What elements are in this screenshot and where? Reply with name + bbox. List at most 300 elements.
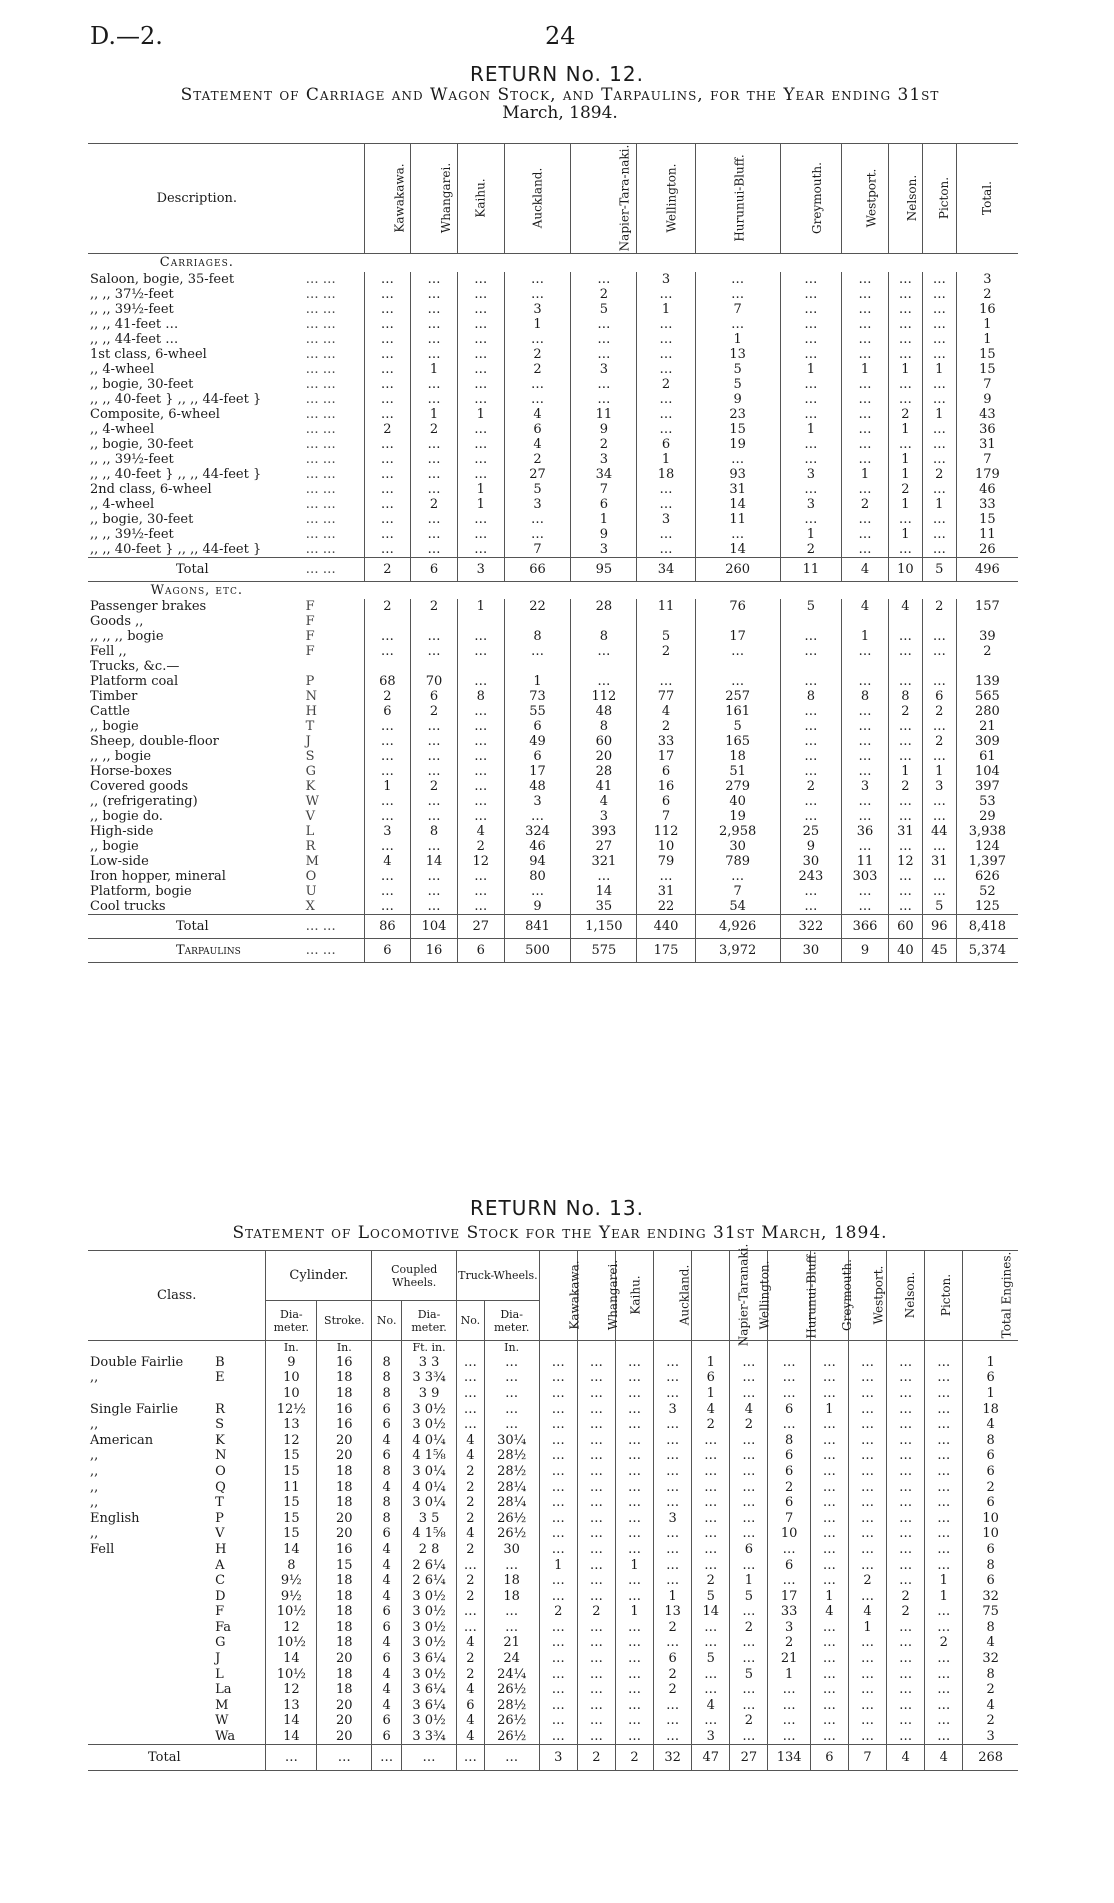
carriage-row-value-2: … xyxy=(457,272,504,287)
station-count-6: 2 xyxy=(768,1635,810,1651)
station-count-6: … xyxy=(768,1386,810,1402)
wagons-total-row-value-9: 60 xyxy=(888,915,922,939)
carriage-row-value-0: … xyxy=(364,287,411,302)
station-count-3: … xyxy=(654,1542,692,1558)
spacer xyxy=(306,254,1018,272)
wagon-row xyxy=(88,899,1018,915)
station-count-2: … xyxy=(615,1386,653,1402)
station-count-1: … xyxy=(577,1526,615,1542)
wagon-row-value-11: 139 xyxy=(956,674,1018,689)
station-count-5: … xyxy=(730,1464,768,1480)
carriage-row-value-4: 2 xyxy=(571,287,637,302)
description-column-header xyxy=(88,144,306,254)
station-count-9: … xyxy=(887,1479,925,1495)
carriage-row-value-1: … xyxy=(411,347,458,362)
wagon-row-value-7: 8 xyxy=(780,689,842,704)
station-count-6: … xyxy=(768,1713,810,1729)
station-count-4: 5 xyxy=(692,1651,730,1667)
carriage-row-value-4: 3 xyxy=(571,362,637,377)
carriage-row-value-7: … xyxy=(780,287,842,302)
station-count-5: … xyxy=(730,1729,768,1745)
wagon-row-value-7: … xyxy=(780,629,842,644)
wagon-row xyxy=(88,734,1018,749)
wagon-row-value-0 xyxy=(364,659,411,674)
wagon-row xyxy=(88,764,1018,779)
wagon-row-value-4: 35 xyxy=(571,899,637,915)
truck-wheels-diameter: … xyxy=(484,1604,539,1620)
carriage-row-value-6: … xyxy=(695,287,780,302)
station-count-0: … xyxy=(539,1432,577,1448)
truck-wheels-no: … xyxy=(457,1620,485,1636)
station-count-11: 75 xyxy=(963,1604,1018,1620)
carriage-row-value-4: 9 xyxy=(571,422,637,437)
coupled-wheels-no: 4 xyxy=(372,1698,402,1714)
class-letter: La xyxy=(215,1682,232,1698)
cylinder-stroke: 20 xyxy=(317,1510,372,1526)
station-count-5: … xyxy=(730,1370,768,1386)
carriage-row-value-7: 1 xyxy=(780,527,842,542)
wagon-row-value-11 xyxy=(956,614,1018,629)
wagon-row-value-3: 3 xyxy=(504,794,571,809)
total-value-11: 268 xyxy=(963,1744,1018,1770)
carriage-row-value-5: 2 xyxy=(637,377,695,392)
wagon-row-value-5: 33 xyxy=(637,734,695,749)
wagon-row-value-4: 60 xyxy=(571,734,637,749)
carriage-row-value-2: 1 xyxy=(457,482,504,497)
cylinder-diameter: 12½ xyxy=(266,1401,317,1417)
wagons-total-row-description: Total xyxy=(88,915,306,939)
station-count-9: … xyxy=(887,1729,925,1745)
cylinder-diameter: 15 xyxy=(266,1464,317,1480)
wagon-row xyxy=(88,659,1018,674)
carriage-row-value-2: … xyxy=(457,332,504,347)
engine-type: Fell xyxy=(90,1541,115,1557)
carriage-row-value-11: 26 xyxy=(956,542,1018,558)
wagon-row-value-2: … xyxy=(457,734,504,749)
station-count-1: … xyxy=(577,1401,615,1417)
carriage-row-value-1: … xyxy=(411,512,458,527)
carriage-row-value-5: 3 xyxy=(637,272,695,287)
station-count-8: … xyxy=(848,1479,886,1495)
coupled-wheels-diameter: 3 0½ xyxy=(402,1620,457,1636)
station-count-11: 6 xyxy=(963,1370,1018,1386)
carriage-row-value-10: 1 xyxy=(922,407,956,422)
station-count-4: … xyxy=(692,1510,730,1526)
station-count-0: … xyxy=(539,1370,577,1386)
wagon-row-value-6: 19 xyxy=(695,809,780,824)
tarpaulins-row-value-7: 30 xyxy=(780,939,842,963)
wagon-row-value-10: … xyxy=(922,839,956,854)
carriage-row-value-7: … xyxy=(780,482,842,497)
cylinder-stroke: 15 xyxy=(317,1557,372,1573)
carriage-row-value-7: 2 xyxy=(780,542,842,558)
carriage-row xyxy=(88,527,1018,542)
stroke-header: Stroke. xyxy=(317,1301,372,1341)
station-count-1: … xyxy=(577,1713,615,1729)
carriage-row xyxy=(88,452,1018,467)
carriage-row-code: … … xyxy=(305,301,336,317)
wagon-row-value-9: … xyxy=(888,794,922,809)
wagon-row xyxy=(88,794,1018,809)
class-letter: W xyxy=(215,1713,229,1729)
truck-wheels-diameter: 21 xyxy=(484,1635,539,1651)
class-letter: L xyxy=(215,1666,224,1682)
station-count-2: … xyxy=(615,1464,653,1480)
wagon-row-description: Platform coal xyxy=(90,674,179,689)
station-count-2: … xyxy=(615,1682,653,1698)
wagon-row-value-9: 31 xyxy=(888,824,922,839)
carriage-row-value-10: … xyxy=(922,272,956,287)
station-count-8: 2 xyxy=(848,1573,886,1589)
carriage-row-value-1: … xyxy=(411,302,458,317)
station-column-header-0 xyxy=(539,1251,582,1341)
wagon-row-value-2: 12 xyxy=(457,854,504,869)
carriage-row-value-8: … xyxy=(842,317,889,332)
carriage-row-value-1: … xyxy=(411,272,458,287)
station-count-7: … xyxy=(810,1448,848,1464)
wagon-row xyxy=(88,614,1018,629)
class-letter: F xyxy=(215,1604,225,1620)
station-count-10: … xyxy=(925,1526,963,1542)
carriage-row-value-6: 14 xyxy=(695,497,780,512)
station-count-11: 4 xyxy=(963,1417,1018,1433)
column-header-4 xyxy=(571,144,637,254)
wagon-row xyxy=(88,644,1018,659)
station-count-7: … xyxy=(810,1542,848,1558)
total-value-10: 4 xyxy=(925,1744,963,1770)
wagon-row-description: ,, bogie xyxy=(90,839,139,854)
wagon-row-value-10: … xyxy=(922,884,956,899)
wagon-row-value-6: 51 xyxy=(695,764,780,779)
coupled-wheels-diameter: 3 0½ xyxy=(402,1401,457,1417)
spacer xyxy=(306,581,1018,599)
wagon-row-value-3: 80 xyxy=(504,869,571,884)
station-count-11: 10 xyxy=(963,1510,1018,1526)
wagon-row-value-6: … xyxy=(695,674,780,689)
wagon-row-description: Cool trucks xyxy=(90,899,166,914)
truck-wheels-diameter: 30¼ xyxy=(484,1432,539,1448)
wagon-row-value-9: … xyxy=(888,674,922,689)
carriage-row-value-10: … xyxy=(922,347,956,362)
wagon-row-value-4: … xyxy=(571,674,637,689)
carriage-row-value-6: 14 xyxy=(695,542,780,558)
carriage-row-value-8: … xyxy=(842,332,889,347)
carriage-row-value-3: 2 xyxy=(504,362,571,377)
station-count-9: … xyxy=(887,1432,925,1448)
station-count-5: … xyxy=(730,1355,768,1371)
wagon-row-value-4: 112 xyxy=(571,689,637,704)
wagon-row-value-0: 68 xyxy=(364,674,411,689)
locomotive-row xyxy=(88,1432,1018,1448)
carriage-row-code: … … xyxy=(305,376,336,392)
tarpaulins-row-value-9: 40 xyxy=(888,939,922,963)
carriage-row-value-0: … xyxy=(364,497,411,512)
carriage-row xyxy=(88,512,1018,527)
wagon-row-value-6: 279 xyxy=(695,779,780,794)
station-count-2: … xyxy=(615,1573,653,1589)
station-count-7: … xyxy=(810,1651,848,1667)
carriage-row-value-5: … xyxy=(637,392,695,407)
carriage-row-description: 2nd class, 6-wheel xyxy=(90,481,212,497)
station-column-label-3: Auckland. xyxy=(677,1264,692,1326)
station-column-label-4: Napier-Taranaki. xyxy=(736,1243,751,1347)
wagon-row-code: K xyxy=(305,779,316,794)
wagon-row-value-5: 7 xyxy=(637,809,695,824)
cylinder-stroke: 18 xyxy=(317,1495,372,1511)
station-count-0: … xyxy=(539,1573,577,1589)
station-count-7: … xyxy=(810,1573,848,1589)
wagon-row-description: Timber xyxy=(90,689,138,704)
wagon-row-value-1: 70 xyxy=(411,674,458,689)
class-letter: S xyxy=(215,1417,224,1433)
station-count-9: … xyxy=(887,1573,925,1589)
wagon-row-value-1: … xyxy=(411,749,458,764)
locomotive-row xyxy=(88,1698,1018,1714)
wagon-row-value-2: 4 xyxy=(457,824,504,839)
station-count-11: 6 xyxy=(963,1573,1018,1589)
carriage-row-value-5: … xyxy=(637,527,695,542)
station-count-10: … xyxy=(925,1370,963,1386)
wagon-row-value-1: … xyxy=(411,809,458,824)
carriages-total-row-value-5: 34 xyxy=(637,557,695,581)
coupled-wheels-diameter: 3 0½ xyxy=(402,1604,457,1620)
carriage-row-value-11: 15 xyxy=(956,362,1018,377)
truck-wheels-no: 2 xyxy=(457,1542,485,1558)
coupled-wheels-diameter: 2 6¼ xyxy=(402,1573,457,1589)
station-count-6: … xyxy=(768,1355,810,1371)
wagons-heading xyxy=(88,581,1018,599)
carriage-row-value-5: … xyxy=(637,362,695,377)
wagon-row-value-0: … xyxy=(364,869,411,884)
station-count-8: … xyxy=(848,1417,886,1433)
wagon-row-value-6: … xyxy=(695,869,780,884)
wagon-row-description: ,, bogie do. xyxy=(90,809,163,824)
total-blank-1: … xyxy=(317,1744,372,1770)
carriage-row-value-9: 2 xyxy=(888,482,922,497)
station-count-4: 3 xyxy=(692,1729,730,1745)
wagon-row-value-9: … xyxy=(888,644,922,659)
carriage-row-value-8: … xyxy=(842,512,889,527)
station-count-11: 4 xyxy=(963,1635,1018,1651)
wagon-row-value-4: 20 xyxy=(571,749,637,764)
locomotive-total-row xyxy=(88,1744,1018,1770)
coupled-wheels-no: 4 xyxy=(372,1682,402,1698)
carriage-row-value-6: 93 xyxy=(695,467,780,482)
wagon-row-value-11: 309 xyxy=(956,734,1018,749)
cylinder-stroke: 18 xyxy=(317,1479,372,1495)
carriage-row-value-0: … xyxy=(364,452,411,467)
wagon-row-code: W xyxy=(305,794,319,809)
station-count-10: … xyxy=(925,1682,963,1698)
station-count-1: … xyxy=(577,1432,615,1448)
truck-wheels-no: 4 xyxy=(457,1713,485,1729)
carriage-row-value-2: 1 xyxy=(457,407,504,422)
cylinder-diameter: 15 xyxy=(266,1526,317,1542)
cylinder-stroke: 20 xyxy=(317,1713,372,1729)
station-count-10: … xyxy=(925,1557,963,1573)
wagon-row-value-3: 8 xyxy=(504,629,571,644)
truck-wheels-no: 2 xyxy=(457,1510,485,1526)
carriage-row-description: ,, 4-wheel xyxy=(90,421,155,437)
station-count-6: 21 xyxy=(768,1651,810,1667)
wagon-row-value-7: 5 xyxy=(780,599,842,614)
carriage-row-value-9: … xyxy=(888,437,922,452)
coupled-wheels-diameter: 3 0½ xyxy=(402,1635,457,1651)
units-station-10 xyxy=(925,1341,963,1355)
wagon-row-value-5: 17 xyxy=(637,749,695,764)
station-count-1: … xyxy=(577,1666,615,1682)
wagon-row-value-1: 8 xyxy=(411,824,458,839)
station-count-8: 4 xyxy=(848,1604,886,1620)
station-count-9: … xyxy=(887,1557,925,1573)
locomotive-row xyxy=(88,1448,1018,1464)
carriage-row-value-6: 11 xyxy=(695,512,780,527)
carriage-row-value-5: … xyxy=(637,317,695,332)
cylinder-diameter: 10½ xyxy=(266,1635,317,1651)
cylinder-stroke: 20 xyxy=(317,1448,372,1464)
station-count-3: … xyxy=(654,1432,692,1448)
carriage-row-value-4: … xyxy=(571,392,637,407)
truck-wheels-diameter: … xyxy=(484,1355,539,1371)
wagon-row-value-3: 48 xyxy=(504,779,571,794)
column-header-label-3: Auckland. xyxy=(530,167,545,229)
column-header-label-4: Napier-Tara-naki. xyxy=(617,144,632,252)
carriages-total-row-value-3: 66 xyxy=(504,557,571,581)
station-count-2: … xyxy=(615,1370,653,1386)
truck-wheels-no: 4 xyxy=(457,1448,485,1464)
column-header-5 xyxy=(637,144,695,254)
coupled-wheels-diameter: 2 6¼ xyxy=(402,1557,457,1573)
carriage-row-code: … … xyxy=(305,406,336,422)
carriages-heading xyxy=(88,254,1018,272)
cylinder-stroke: 16 xyxy=(317,1355,372,1371)
carriage-row-value-10: … xyxy=(922,317,956,332)
station-count-11: 8 xyxy=(963,1666,1018,1682)
wagon-row-value-11: 397 xyxy=(956,779,1018,794)
carriage-row-value-3: … xyxy=(504,332,571,347)
station-count-5: … xyxy=(730,1682,768,1698)
carriage-row-value-11: 46 xyxy=(956,482,1018,497)
locomotive-row xyxy=(88,1479,1018,1495)
engine-type xyxy=(88,1682,215,1698)
station-count-3: … xyxy=(654,1448,692,1464)
station-count-7: … xyxy=(810,1479,848,1495)
station-count-7: … xyxy=(810,1713,848,1729)
wagon-row-value-7: … xyxy=(780,884,842,899)
wagon-row-value-11: 2 xyxy=(956,644,1018,659)
wagon-row-value-1: … xyxy=(411,719,458,734)
class-letter: O xyxy=(215,1463,226,1479)
coupled-wheels-no: 8 xyxy=(372,1510,402,1526)
carriage-row-value-1: 1 xyxy=(411,407,458,422)
station-count-6: 1 xyxy=(768,1666,810,1682)
wagon-row-value-5: 10 xyxy=(637,839,695,854)
wagon-row-value-0: … xyxy=(364,644,411,659)
wagon-row-code: T xyxy=(305,719,315,734)
station-count-6: 8 xyxy=(768,1432,810,1448)
station-count-11: 6 xyxy=(963,1464,1018,1480)
column-header-11 xyxy=(956,144,1018,254)
coupled-wheels-no: 4 xyxy=(372,1588,402,1604)
truck-wheels-diameter: 24 xyxy=(484,1651,539,1667)
carriage-row-value-8: … xyxy=(842,347,889,362)
station-count-10: … xyxy=(925,1448,963,1464)
wagon-row-value-9: … xyxy=(888,869,922,884)
class-letter: J xyxy=(215,1651,221,1667)
station-count-5: … xyxy=(730,1635,768,1651)
truck-wheels-diameter: 28¼ xyxy=(484,1479,539,1495)
carriage-row-description: ,, ,, 40-feet } ,, ,, 44-feet } xyxy=(90,466,262,482)
carriage-row xyxy=(88,467,1018,482)
station-count-8: … xyxy=(848,1666,886,1682)
carriage-row-code: … … xyxy=(305,331,336,347)
wagon-row-value-10: … xyxy=(922,719,956,734)
carriage-row-value-0: … xyxy=(364,542,411,558)
coupled-wheels-diameter: 3 6¼ xyxy=(402,1682,457,1698)
carriages-total-row-value-1: 6 xyxy=(411,557,458,581)
coupled-wheels-diameter: 3 0¼ xyxy=(402,1495,457,1511)
station-count-0: … xyxy=(539,1542,577,1558)
truck-wheels-diameter: 18 xyxy=(484,1588,539,1604)
wagon-row-value-0: 2 xyxy=(364,689,411,704)
carriage-row-value-1: … xyxy=(411,377,458,392)
truck-wheels-diameter: … xyxy=(484,1417,539,1433)
truck-wheels-no: 2 xyxy=(457,1573,485,1589)
station-count-0: 2 xyxy=(539,1604,577,1620)
station-count-11: 4 xyxy=(963,1698,1018,1714)
station-count-9: … xyxy=(887,1542,925,1558)
station-column-header-6 xyxy=(768,1251,820,1341)
carriage-row-value-7: … xyxy=(780,272,842,287)
wagon-row-value-0: 2 xyxy=(364,599,411,614)
locomotive-row xyxy=(88,1526,1018,1542)
carriage-row-value-1: … xyxy=(411,332,458,347)
station-count-9: … xyxy=(887,1386,925,1402)
engine-type: Single Fairlie xyxy=(90,1401,179,1417)
station-count-3: 3 xyxy=(654,1510,692,1526)
station-count-1: … xyxy=(577,1386,615,1402)
cylinder-stroke: 18 xyxy=(317,1386,372,1402)
return-12-subtitle-line1: Statement of Carriage and Wagon Stock, and Tarpaulins, for the Year ending 31st xyxy=(180,85,940,105)
wagon-row-value-5: 2 xyxy=(637,719,695,734)
carriage-row-description: ,, 4-wheel xyxy=(90,496,155,512)
station-column-label-8: Westport. xyxy=(871,1265,886,1325)
carriage-row-description: ,, ,, 44-feet … xyxy=(90,331,179,347)
truck-wheels-diameter: … xyxy=(484,1620,539,1636)
cylinder-diameter: 10 xyxy=(266,1386,317,1402)
station-count-3: … xyxy=(654,1495,692,1511)
carriage-row-description: ,, ,, 39½-feet xyxy=(90,526,174,542)
tarpaulins-row-value-10: 45 xyxy=(922,939,956,963)
carriage-row-value-1: … xyxy=(411,287,458,302)
wagon-row-value-3: 22 xyxy=(504,599,571,614)
carriage-row xyxy=(88,407,1018,422)
wagon-row-code: M xyxy=(305,854,319,869)
wagon-row-value-10: 5 xyxy=(922,899,956,915)
station-column-header-11 xyxy=(963,1251,1018,1341)
station-count-8: … xyxy=(848,1682,886,1698)
station-count-0: … xyxy=(539,1526,577,1542)
wagon-row-value-4: 14 xyxy=(571,884,637,899)
station-column-header-8 xyxy=(848,1251,886,1341)
wagon-row-value-7: 243 xyxy=(780,869,842,884)
station-count-1: … xyxy=(577,1464,615,1480)
truck-wheels-header: Truck-Wheels. xyxy=(457,1251,540,1301)
carriage-row-value-5: … xyxy=(637,482,695,497)
station-count-5: … xyxy=(730,1479,768,1495)
wagon-row-value-4: 27 xyxy=(571,839,637,854)
wagon-row-code: G xyxy=(305,764,317,779)
